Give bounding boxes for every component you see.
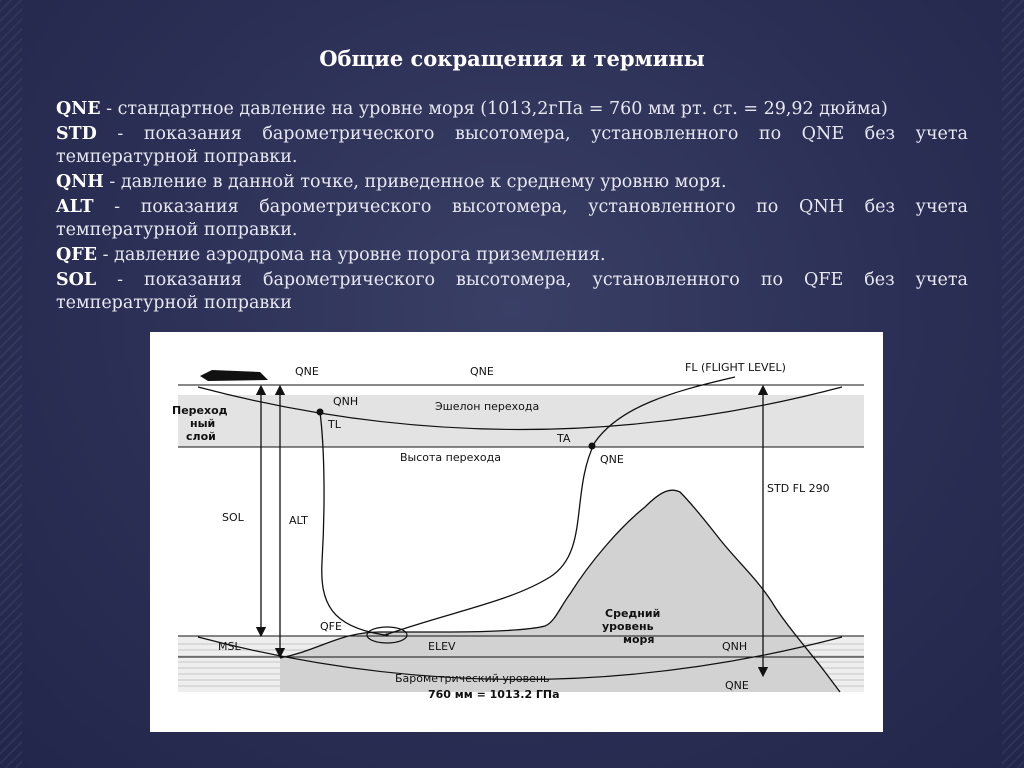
- label-transition-level: Эшелон перехода: [435, 400, 540, 413]
- tl-point: [317, 409, 324, 416]
- term-text: - давление в данной точке, приведенное к среднему уровню моря.: [103, 172, 727, 192]
- label-qfe: QFE: [320, 620, 342, 633]
- label-qne-bottom: QNE: [725, 679, 749, 692]
- left-border-decoration: [0, 0, 22, 768]
- label-qne-mid: QNE: [470, 365, 494, 378]
- label-qne-ta: QNE: [600, 453, 624, 466]
- terms-list: [56, 98, 968, 317]
- label-msl: MSL: [218, 640, 241, 653]
- term-abbr: QNE: [56, 99, 101, 119]
- label-mean-sea-level-3: моря: [623, 633, 655, 646]
- terrain-fill: [280, 490, 840, 692]
- right-border-decoration: [1002, 0, 1024, 768]
- term-text: - показания барометрического высотомера, установленного по QNH без учета температурной поправки.: [56, 197, 968, 240]
- term-alt: [56, 196, 968, 242]
- ta-point: [589, 443, 596, 450]
- label-transition-altitude: Высота перехода: [400, 451, 501, 464]
- label-ta: TA: [557, 432, 571, 445]
- term-qne: [56, 98, 968, 121]
- label-qne-left: QNE: [295, 365, 319, 378]
- term-abbr: STD: [56, 124, 97, 144]
- term-std: [56, 123, 968, 169]
- term-sol: [56, 269, 968, 315]
- label-tl: TL: [328, 418, 341, 431]
- term-abbr: QFE: [56, 245, 98, 265]
- term-text: - показания барометрического высотомера, установленного по QFE без учета температурной поправки: [56, 270, 968, 313]
- label-mean-sea-level-1: Средний: [605, 607, 661, 620]
- label-elev: ELEV: [428, 640, 456, 653]
- term-text: - давление аэродрома на уровне порога приземления.: [97, 245, 606, 265]
- term-text: - стандартное давление на уровне моря (1013,2гПа = 760 мм рт. ст. = 29,92 дюйма): [100, 99, 888, 119]
- aerodrome-point: [385, 633, 388, 636]
- term-abbr: ALT: [56, 197, 94, 217]
- term-abbr: SOL: [56, 270, 97, 290]
- term-text: - показания барометрического высотомера, установленного по QNE без учета температурной поправки.: [56, 124, 968, 167]
- aircraft-icon: [200, 370, 268, 381]
- label-std: STD FL 290: [767, 482, 830, 495]
- label-transition-layer-3: слой: [186, 430, 216, 443]
- label-flight-level: FL (FLIGHT LEVEL): [685, 361, 786, 374]
- slide-title: Общие сокращения и термины: [319, 46, 705, 71]
- diagram-svg: [150, 332, 883, 732]
- term-qfe: [56, 244, 968, 267]
- label-qnh-right: QNH: [722, 640, 748, 653]
- term-qnh: [56, 171, 968, 194]
- label-qnh-top: QNH: [333, 395, 359, 408]
- term-abbr: QNH: [56, 172, 104, 192]
- altimetry-diagram: [150, 332, 883, 732]
- label-mean-sea-level-2: уровень: [602, 620, 654, 633]
- label-baro-level: Барометрический уровень: [395, 672, 550, 685]
- label-baro-value: 760 мм = 1013.2 ГПа: [428, 688, 560, 701]
- label-sol: SOL: [222, 511, 244, 524]
- label-alt: ALT: [289, 514, 308, 527]
- label-transition-layer-2: ный: [190, 417, 216, 430]
- label-transition-layer-1: Переход: [172, 404, 228, 417]
